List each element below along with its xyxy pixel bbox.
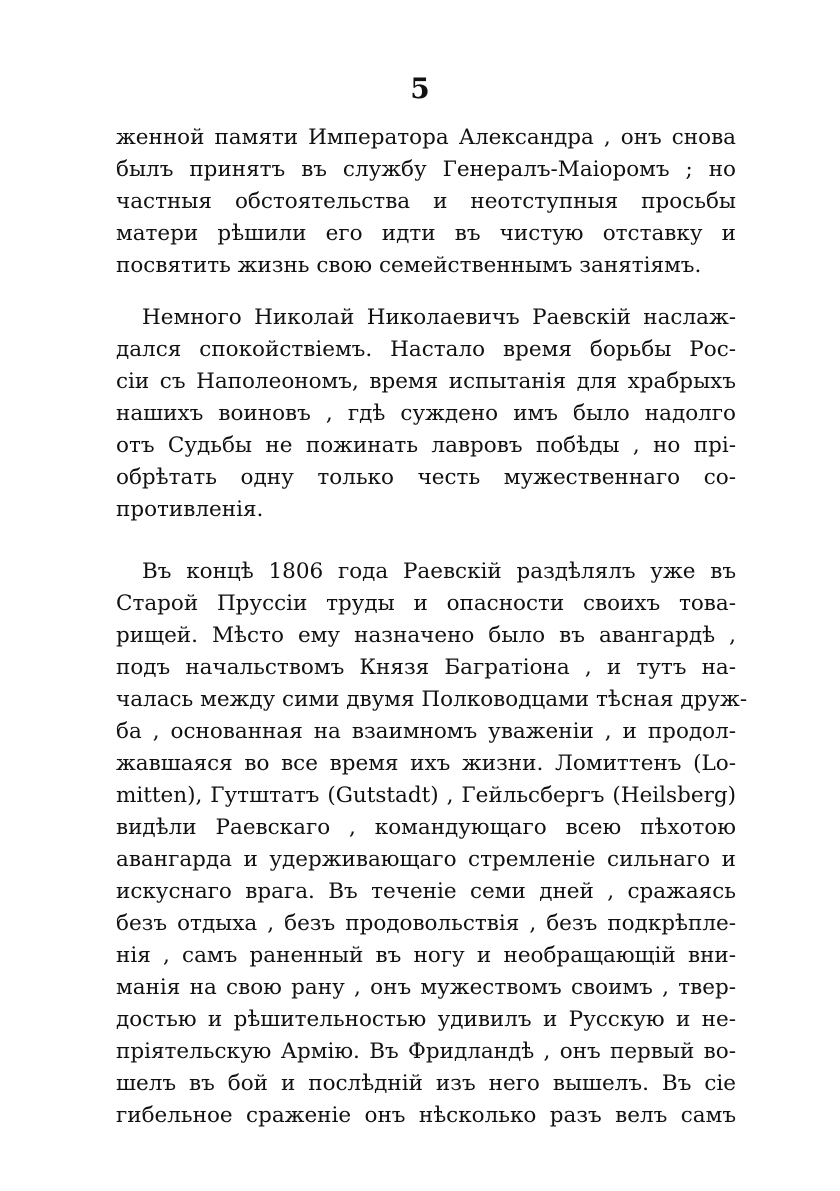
paragraph-2 bbox=[116, 302, 736, 526]
text-line: нашихъ воиновъ , гдѣ суждено имъ было надолго bbox=[116, 401, 736, 426]
text-line: частныя обстоятельства и неотступныя просьбы bbox=[116, 189, 736, 214]
text-line: чалась между сими двумя Полководцами тѣсная друж- bbox=[116, 687, 748, 712]
text-line: искуснаго врага. Въ теченіе семи дней , сражаясь bbox=[116, 879, 736, 904]
text-line: отъ Судьбы не пожинать лавровъ побѣды , но прі- bbox=[116, 433, 736, 458]
text-line: обрѣтать одну только честь мужественнаго со- bbox=[116, 465, 736, 490]
text-line: женной памяти Императора Александра , онъ снова bbox=[116, 125, 736, 150]
text-line: видѣли Раевскаго , командующаго всею пѣхотою bbox=[116, 815, 736, 840]
text-line: матери рѣшили его идти въ чистую отставку и bbox=[116, 221, 736, 246]
text-line: дался спокойствіемъ. Настало время борьбы Рос- bbox=[116, 337, 736, 362]
text-line: безъ отдыха , безъ продовольствія , безъ подкрѣпле- bbox=[116, 911, 736, 936]
text-line: рищей. Мѣсто ему назначено было въ авангардѣ , bbox=[116, 623, 736, 648]
text-line: шелъ въ бой и послѣдній изъ него вышелъ. Въ сіе bbox=[116, 1071, 736, 1096]
text-line: авангарда и удерживающаго стремленіе сильнаго и bbox=[116, 847, 736, 872]
text-line: сіи съ Наполеономъ, время испытанія для храбрыхъ bbox=[116, 369, 736, 394]
text-line: гибельное сраженіе онъ нѣсколько разъ велъ самъ bbox=[116, 1103, 736, 1128]
page-number: 5 bbox=[410, 72, 430, 105]
text-line: былъ принятъ въ службу Генералъ-Маіоромъ ; но bbox=[116, 157, 736, 182]
text-line: пріятельскую Армію. Въ Фридландѣ , онъ первый во- bbox=[116, 1039, 736, 1064]
text-line: подъ начальствомъ Князя Багратіона , и тутъ на- bbox=[116, 655, 736, 680]
text-line: mitten), Гутштатъ (Gutstadt) , Гейльсбергъ (Heilsberg) bbox=[116, 783, 736, 808]
paragraph-3 bbox=[116, 556, 748, 1132]
text-line: противленія. bbox=[116, 497, 264, 522]
text-line: манія на свою рану , онъ мужествомъ своимъ , твер- bbox=[116, 975, 736, 1000]
text-line: Въ концѣ 1806 года Раевскій раздѣлялъ уже въ bbox=[142, 559, 736, 584]
text-line: жавшаяся во все время ихъ жизни. Ломиттенъ (Lo- bbox=[116, 751, 736, 776]
text-line: достью и рѣшительностью удивилъ и Русскую и не- bbox=[116, 1007, 736, 1032]
text-line: Старой Пруссіи труды и опасности своихъ това- bbox=[116, 591, 736, 616]
text-line: Немного Николай Николаевичъ Раевскій наслаж- bbox=[142, 305, 736, 330]
text-line: посвятить жизнь свою семейственнымъ занятіямъ. bbox=[116, 253, 702, 278]
text-line: нія , самъ раненный въ ногу и необращающій вни- bbox=[116, 943, 736, 968]
paragraph-1 bbox=[116, 122, 736, 282]
text-line: ба , основанная на взаимномъ уваженіи , и продол- bbox=[116, 719, 736, 744]
